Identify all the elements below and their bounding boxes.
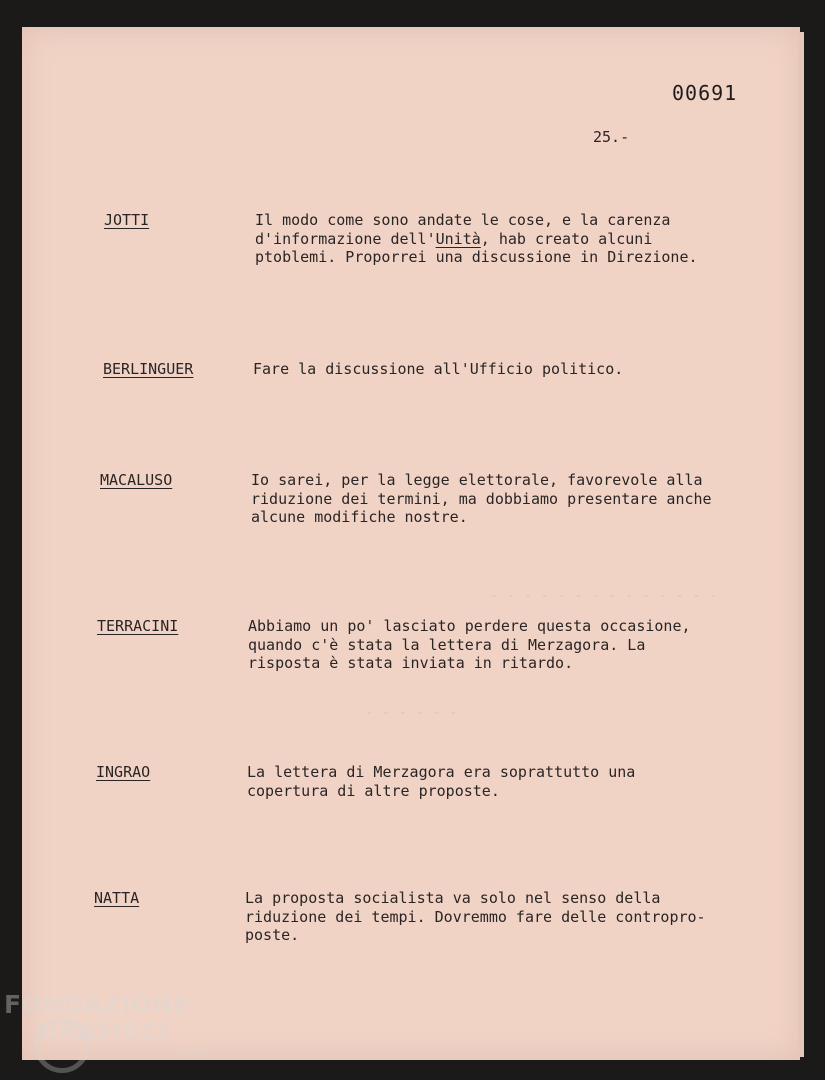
speaker-name: MACALUSO [100, 471, 173, 489]
page-edge [798, 32, 804, 1057]
page-number: 25.- [593, 128, 630, 146]
speaker-name: JOTTI [104, 211, 150, 229]
speaker-name: BERLINGUER [103, 360, 194, 378]
watermark-line-3: onlus [180, 1048, 205, 1058]
speech-text: La lettera di Merzagora era soprattutto una copertura di altre proposte. [247, 763, 636, 800]
logo-ring-icon [34, 1017, 90, 1073]
watermark-line-2: GRAMSCI [38, 1017, 168, 1046]
speech-text: La proposta socialista va solo nel senso della riduzione dei tempi. Dovremmo fare delle contropro- poste. [245, 889, 706, 944]
speech-segment: , hab creato alcuni ptoblemi. Proporrei una discussione in Direzione. [255, 229, 698, 266]
speech-text [255, 211, 755, 267]
fondazione-gramsci-watermark [4, 990, 205, 1058]
speaker-name: INGRAO [96, 763, 151, 781]
underlined-title: Unità [435, 229, 481, 248]
serial-number: 00691 [672, 81, 738, 105]
speech-text: Fare la discussione all'Ufficio politico. [253, 360, 624, 378]
speaker-name: NATTA [94, 889, 140, 907]
watermark-line-1: FONDAZIONE [4, 990, 191, 1019]
speech-text: Io sarei, per la legge elettorale, favorevole alla riduzione dei termini, ma dobbiamo presentare anche alcune modifiche nostre. [251, 471, 712, 526]
faint-separator: - - - - - - - - - - - - - - [490, 588, 718, 604]
speaker-name: TERRACINI [97, 617, 179, 635]
speech-text: Abbiamo un po' lasciato perdere questa occasione, quando c'è stata la lettera di Merzagora. La risposta è stata inviata in ritardo. [248, 617, 691, 672]
speech-segment: Il modo come sono andate le cose, e la carenza d'informazione dell' [255, 211, 671, 248]
faint-separator: - - - - - - [365, 705, 458, 721]
